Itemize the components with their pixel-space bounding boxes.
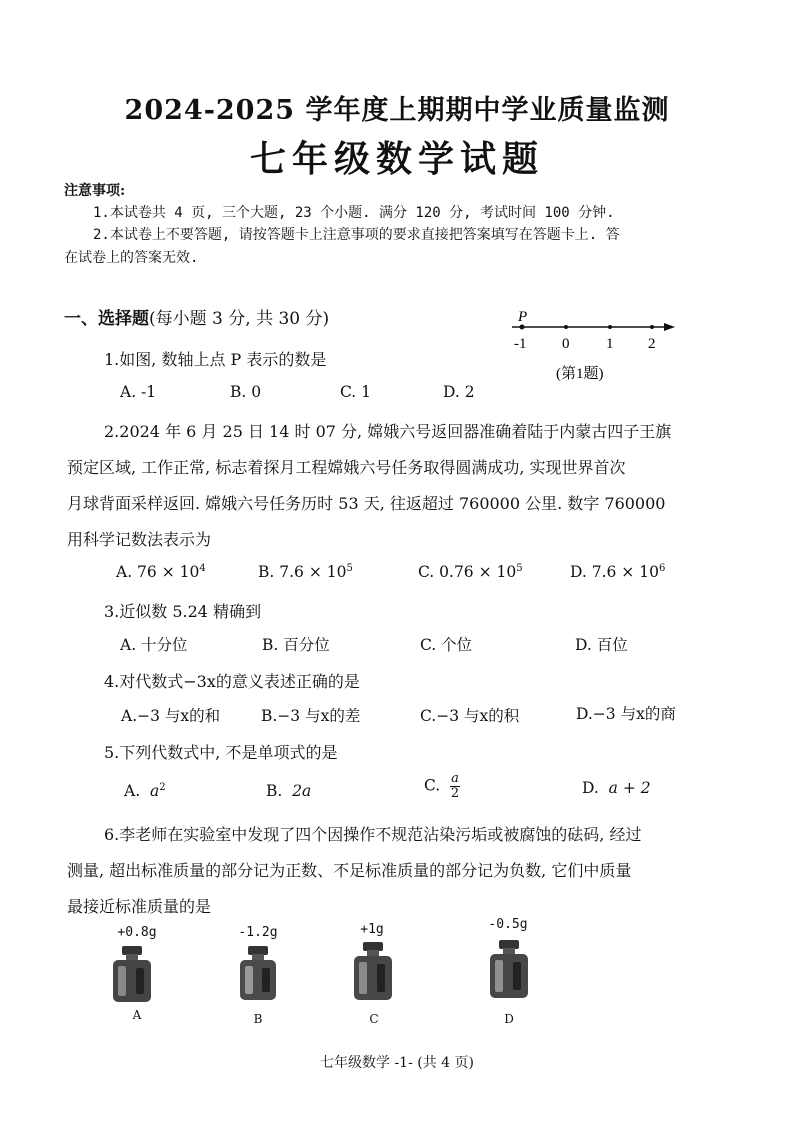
- q6-line2: 测量, 超出标准质量的部分记为正数、不足标准质量的部分记为负数, 它们中质量: [67, 861, 632, 880]
- q5-option-b-text: 2a: [292, 782, 312, 800]
- q2-line3: 月球背面采样返回. 嫦娥六号任务历时 53 天, 往返超过 760000 公里. 数字 760000: [67, 494, 666, 513]
- q4-option-c: C.−3 与x的积: [420, 707, 520, 725]
- q6-line1: 6.李老师在实验室中发现了四个因操作不规范沾染污垢或被腐蚀的砝码, 经过: [104, 825, 642, 844]
- notice-item-2a: 2.本试卷上不要答题, 请按答题卡上注意事项的要求直接把答案填写在答题卡上. 答: [93, 227, 620, 243]
- q4-option-a: A.−3 与x的和: [121, 707, 221, 725]
- q2-option-a: [116, 563, 206, 581]
- tick-label-2: 2: [648, 336, 656, 352]
- q5-option-a-base: a: [149, 782, 160, 800]
- q2-option-b-label: B. 7.6 × 10: [258, 563, 347, 581]
- number-line-arrow: [664, 323, 675, 331]
- q5-option-a-exp: 2: [159, 781, 166, 793]
- q5-option-a: [124, 782, 166, 800]
- q1-option-d: D. 2: [443, 383, 475, 401]
- page-footer: 七年级数学 -1- (共 4 页): [320, 1055, 474, 1071]
- weight-d-value: -0.5g: [488, 917, 528, 932]
- weight-a-letter: A: [132, 1008, 142, 1022]
- weight-a-value: +0.8g: [117, 925, 157, 940]
- q2-option-b-exp: 5: [346, 562, 353, 574]
- exam-title-line1: 2024-2025 学年度上期期中学业质量监测: [124, 95, 670, 126]
- notice-heading: 注意事项:: [64, 183, 126, 199]
- tick-label-1: 1: [606, 336, 614, 352]
- q4-option-d: D.−3 与x的商: [576, 705, 676, 723]
- q2-option-c-label: C. 0.76 × 10: [418, 563, 517, 581]
- tick-0: [564, 325, 568, 329]
- weight-b-value: -1.2g: [238, 925, 278, 940]
- point-p-label: P: [518, 309, 528, 325]
- q5-option-d-prefix: D.: [582, 779, 599, 797]
- q5-option-d: [582, 779, 651, 797]
- q1-option-a: A. -1: [120, 383, 157, 401]
- tick-label-0: 0: [562, 336, 570, 352]
- q2-option-a-label: A. 76 × 10: [116, 563, 200, 581]
- figure-caption: (第1题): [556, 366, 604, 382]
- q2-line4: 用科学记数法表示为: [67, 530, 212, 549]
- q1-option-c: C. 1: [340, 383, 372, 401]
- section-title: 一、选择题: [64, 309, 149, 329]
- q2-option-a-exp: 4: [199, 562, 206, 574]
- weight-b-icon: [236, 944, 280, 1004]
- q2-option-d: [570, 563, 665, 581]
- q4-option-b: B.−3 与x的差: [261, 707, 361, 725]
- section-note: (每小题 3 分, 共 30 分): [149, 309, 330, 329]
- q5-option-c-prefix: C.: [424, 776, 441, 795]
- q2-option-b: [258, 563, 353, 581]
- weight-d-icon: [486, 938, 532, 1002]
- tick-1: [608, 325, 612, 329]
- q5-stem: 5.下列代数式中, 不是单项式的是: [104, 743, 338, 762]
- q4-stem: 4.对代数式−3x的意义表述正确的是: [104, 672, 360, 691]
- q5-option-c-fraction: [450, 772, 460, 801]
- notice-item-2b: 在试卷上的答案无效.: [64, 250, 199, 266]
- weight-b-letter: B: [253, 1012, 263, 1026]
- q3-option-a: A. 十分位: [120, 636, 188, 654]
- weight-a-icon: [108, 944, 156, 1006]
- q5-option-b-prefix: B.: [266, 782, 283, 800]
- section-heading: [64, 304, 329, 329]
- q2-line2: 预定区域, 工作正常, 标志着探月工程嫦娥六号任务取得圆满成功, 实现世界首次: [67, 458, 626, 477]
- q5-option-c: [424, 772, 460, 801]
- q2-option-c: [418, 563, 523, 581]
- q5-option-a-prefix: A.: [124, 782, 141, 800]
- q2-option-c-exp: 5: [516, 562, 523, 574]
- q5-option-c-num: a: [451, 771, 459, 786]
- exam-title-line2: 七年级数学试题: [249, 138, 544, 180]
- number-line-point-p: [520, 325, 525, 330]
- q3-option-b: B. 百分位: [262, 636, 330, 654]
- tick-2: [650, 325, 654, 329]
- weight-c-letter: C: [369, 1012, 379, 1026]
- q2-line1: 2.2024 年 6 月 25 日 14 时 07 分, 嫦娥六号返回器准确着陆于内蒙古四子王旗: [104, 422, 672, 441]
- q3-stem: 3.近似数 5.24 精确到: [104, 602, 262, 621]
- notice-item-1: 1.本试卷共 4 页, 三个大题, 23 个小题. 满分 120 分, 考试时间 100 分钟.: [93, 205, 615, 221]
- q5-option-d-text: a + 2: [608, 779, 651, 797]
- q6-line3: 最接近标准质量的是: [67, 897, 212, 916]
- q2-option-d-exp: 6: [658, 562, 666, 574]
- q1-option-b: B. 0: [230, 383, 262, 401]
- q5-option-c-den: 2: [450, 786, 460, 801]
- q2-option-d-label: D. 7.6 × 10: [570, 563, 659, 581]
- tick-label-neg1: -1: [514, 336, 527, 352]
- q1-stem: 1.如图, 数轴上点 P 表示的数是: [104, 350, 327, 369]
- number-line-figure: [500, 305, 680, 385]
- weight-c-icon: [350, 940, 396, 1004]
- q3-option-d: D. 百位: [575, 636, 628, 654]
- q5-option-b: [266, 782, 311, 800]
- weight-d-letter: D: [504, 1012, 514, 1026]
- q3-option-c: C. 个位: [420, 636, 473, 654]
- weight-c-value: +1g: [360, 922, 384, 937]
